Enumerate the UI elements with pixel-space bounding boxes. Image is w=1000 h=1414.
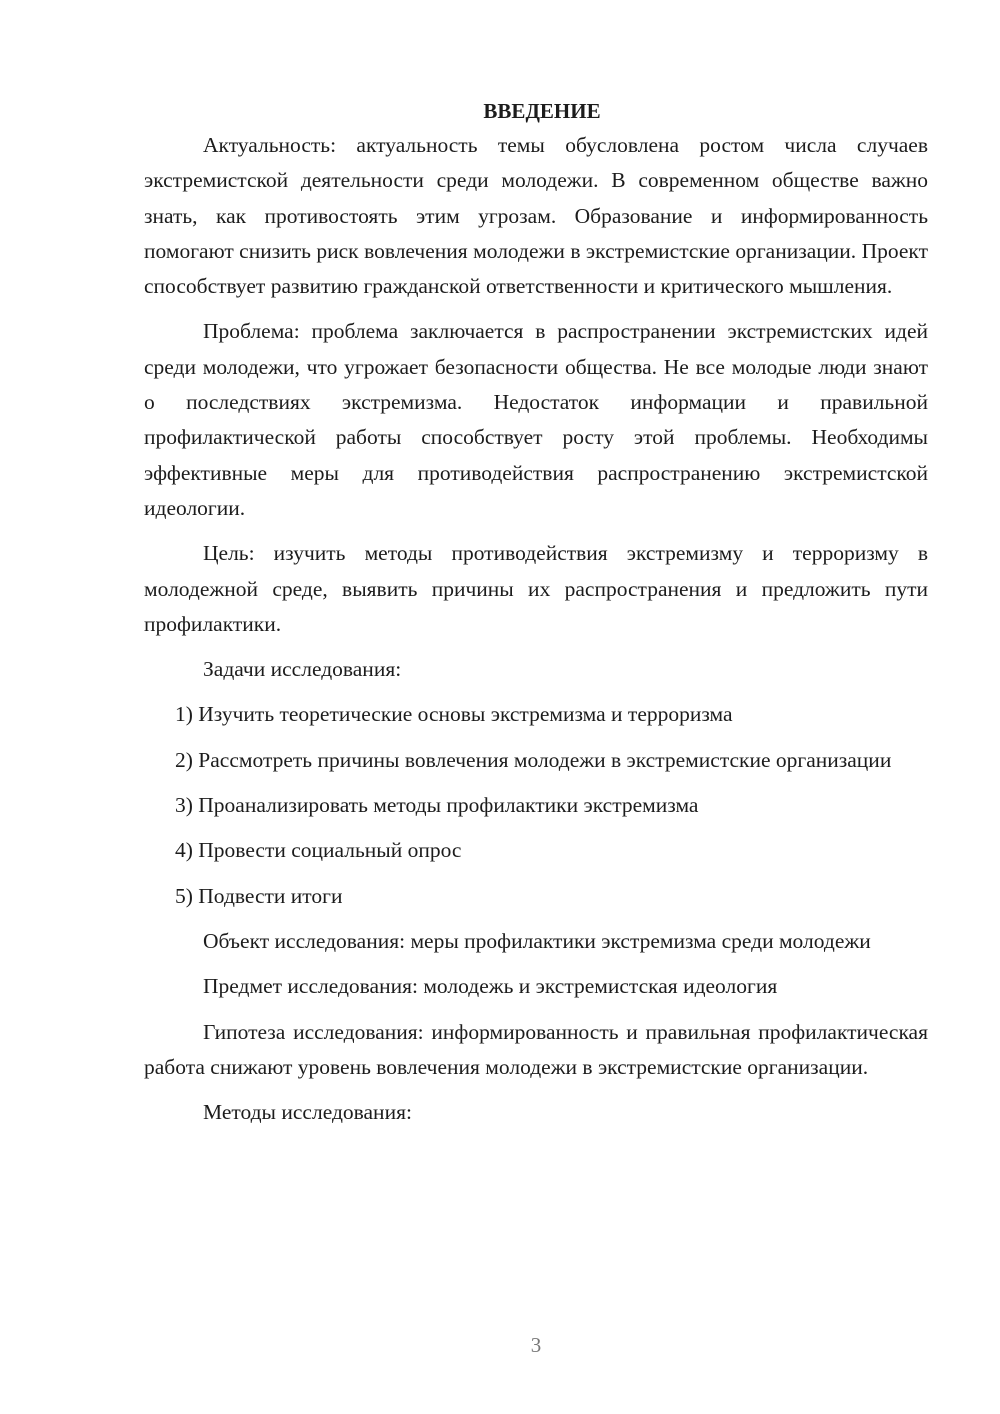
hypothesis-paragraph: Гипотеза исследования: информированность и правильная профилактическая работа снижают уровень вовлечения молодежи в экстремистские организации. bbox=[144, 1019, 928, 1079]
problem-paragraph: Проблема: проблема заключается в распространении экстремистских идей среди молодежи, что угрожает безопасности общества. Не все молодые люди знают о последствиях экстремизма. Недостаток информации и правильной профилактической работы способствует росту этой проблемы. Необходимы эффективные меры для противодействия распространению экстремистской идеологии. bbox=[144, 319, 928, 520]
task-item-1: 1) Изучить теоретические основы экстремизма и терроризма bbox=[175, 702, 733, 727]
relevance-paragraph: Актуальность: актуальность темы обусловлена ростом числа случаев экстремистской деятельности среди молодежи. В современном обществе важно знать, как противостоять этим угрозам. Образование и информированность помогают снизить риск вовлечения молодежи в экстремистские организации. Проект способствует развитию гражданской ответственности и критического мышления. bbox=[144, 133, 928, 299]
tasks-heading: Задачи исследования: bbox=[203, 657, 402, 682]
object-paragraph: Объект исследования: меры профилактики экстремизма среди молодежи bbox=[203, 928, 871, 953]
document-page bbox=[144, 94, 928, 1130]
methods-heading: Методы исследования: bbox=[203, 1100, 412, 1125]
task-item-5: 5) Подвести итоги bbox=[175, 883, 343, 908]
task-item-4: 4) Провести социальный опрос bbox=[175, 838, 462, 863]
task-item-2: 2) Рассмотреть причины вовлечения молодежи в экстремистские организации bbox=[175, 747, 892, 772]
goal-paragraph: Цель: изучить методы противодействия экстремизму и терроризму в молодежной среде, выявить причины их распространения и предложить пути профилактики. bbox=[144, 541, 928, 636]
page-title: ВВЕДЕНИЕ bbox=[483, 99, 601, 123]
page-number: 3 bbox=[530, 1333, 542, 1357]
subject-paragraph: Предмет исследования: молодежь и экстремистская идеология bbox=[203, 974, 778, 999]
task-item-3: 3) Проанализировать методы профилактики экстремизма bbox=[175, 793, 699, 818]
